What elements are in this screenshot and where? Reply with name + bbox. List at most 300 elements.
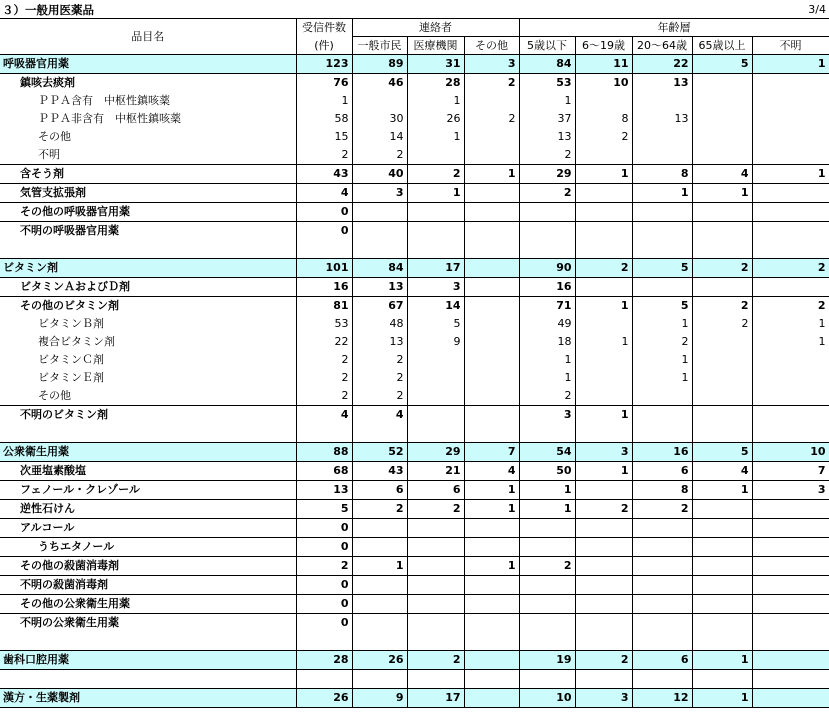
value-cell — [407, 406, 464, 425]
value-cell — [352, 595, 407, 614]
value-cell — [575, 519, 632, 538]
value-cell — [752, 240, 829, 259]
value-cell — [352, 670, 407, 689]
value-cell — [575, 576, 632, 595]
value-cell — [407, 595, 464, 614]
value-cell — [752, 557, 829, 576]
table-row — [0, 222, 829, 241]
table-row — [0, 369, 829, 387]
value-cell: 2 — [352, 387, 407, 406]
item-name-cell: その他の公衆衛生用薬 — [0, 595, 296, 614]
value-cell: 6 — [407, 481, 464, 500]
value-cell — [407, 519, 464, 538]
value-cell: 21 — [407, 462, 464, 481]
value-cell: 13 — [519, 128, 575, 146]
header-contact-public: 一般市民 — [352, 37, 407, 55]
value-cell: 5 — [632, 259, 692, 278]
value-cell: 3 — [575, 689, 632, 708]
value-cell — [575, 387, 632, 406]
value-cell: 40 — [352, 165, 407, 184]
value-cell — [575, 184, 632, 203]
value-cell: 8 — [632, 481, 692, 500]
value-cell: 1 — [407, 92, 464, 110]
value-cell — [692, 278, 752, 297]
table-row — [0, 74, 829, 93]
value-cell: 16 — [632, 443, 692, 462]
value-cell: 1 — [296, 92, 352, 110]
table-row — [0, 128, 829, 146]
value-cell — [464, 92, 519, 110]
value-cell — [352, 424, 407, 443]
item-name-cell: 不明の公衆衛生用薬 — [0, 614, 296, 633]
item-name-cell: その他 — [0, 387, 296, 406]
header-count-unit: (件) — [296, 37, 352, 55]
value-cell: 2 — [352, 369, 407, 387]
value-cell: 2 — [575, 500, 632, 519]
value-cell — [352, 632, 407, 651]
value-cell: 2 — [692, 259, 752, 278]
category-row — [0, 55, 829, 74]
value-cell — [752, 424, 829, 443]
value-cell: 17 — [407, 689, 464, 708]
value-cell — [464, 614, 519, 633]
value-cell: 2 — [296, 387, 352, 406]
header-contact-group: 連絡者 — [352, 19, 519, 37]
value-cell — [464, 406, 519, 425]
item-name-cell: アルコール — [0, 519, 296, 538]
value-cell — [519, 670, 575, 689]
value-cell: 7 — [752, 462, 829, 481]
item-name-cell: その他の殺菌消毒剤 — [0, 557, 296, 576]
value-cell — [632, 278, 692, 297]
value-cell — [752, 576, 829, 595]
value-cell: 1 — [575, 333, 632, 351]
value-cell — [632, 519, 692, 538]
value-cell — [519, 424, 575, 443]
value-cell: 2 — [692, 315, 752, 333]
value-cell: 18 — [519, 333, 575, 351]
value-cell — [519, 222, 575, 241]
value-cell — [575, 632, 632, 651]
value-cell: 11 — [575, 55, 632, 74]
value-cell — [692, 500, 752, 519]
value-cell: 12 — [632, 689, 692, 708]
value-cell — [464, 222, 519, 241]
value-cell — [464, 240, 519, 259]
value-cell — [692, 203, 752, 222]
value-cell — [464, 538, 519, 557]
value-cell: 2 — [519, 184, 575, 203]
value-cell: 58 — [296, 110, 352, 128]
value-cell: 10 — [752, 443, 829, 462]
value-cell: 2 — [575, 651, 632, 670]
header-item-name: 品目名 — [0, 19, 296, 55]
value-cell — [632, 146, 692, 165]
value-cell: 26 — [296, 689, 352, 708]
value-cell — [464, 351, 519, 369]
value-cell — [752, 387, 829, 406]
value-cell — [692, 557, 752, 576]
value-cell — [407, 203, 464, 222]
value-cell: 3 — [407, 278, 464, 297]
value-cell — [464, 146, 519, 165]
value-cell — [632, 203, 692, 222]
value-cell — [632, 387, 692, 406]
value-cell — [752, 203, 829, 222]
header-age-under5: 5歳以下 — [519, 37, 575, 55]
header-age-20-64: 20～64歳 — [632, 37, 692, 55]
value-cell: 1 — [575, 165, 632, 184]
item-name-cell — [0, 240, 296, 259]
item-name-cell — [0, 670, 296, 689]
value-cell: 37 — [519, 110, 575, 128]
value-cell — [519, 240, 575, 259]
value-cell: 1 — [519, 92, 575, 110]
value-cell — [752, 500, 829, 519]
table-row — [0, 184, 829, 203]
value-cell — [296, 632, 352, 651]
value-cell: 2 — [519, 557, 575, 576]
value-cell: 1 — [632, 369, 692, 387]
value-cell — [752, 519, 829, 538]
value-cell: 0 — [296, 519, 352, 538]
value-cell — [752, 146, 829, 165]
table-row — [0, 333, 829, 351]
value-cell — [296, 670, 352, 689]
table-row — [0, 557, 829, 576]
value-cell: 3 — [464, 55, 519, 74]
value-cell: 2 — [575, 128, 632, 146]
value-cell — [692, 128, 752, 146]
value-cell — [632, 595, 692, 614]
value-cell — [575, 481, 632, 500]
value-cell: 2 — [407, 500, 464, 519]
value-cell: 54 — [519, 443, 575, 462]
value-cell — [296, 240, 352, 259]
item-name-cell: ＰＰＡ含有 中枢性鎮咳薬 — [0, 92, 296, 110]
value-cell — [464, 689, 519, 708]
value-cell: 14 — [407, 297, 464, 316]
value-cell: 4 — [692, 165, 752, 184]
value-cell: 5 — [692, 443, 752, 462]
value-cell: 5 — [407, 315, 464, 333]
value-cell — [692, 595, 752, 614]
value-cell: 1 — [407, 128, 464, 146]
value-cell — [692, 519, 752, 538]
value-cell — [407, 632, 464, 651]
table-row — [0, 406, 829, 425]
value-cell: 1 — [692, 689, 752, 708]
value-cell: 0 — [296, 222, 352, 241]
value-cell — [692, 670, 752, 689]
value-cell — [407, 670, 464, 689]
header-age-group: 年齢層 — [519, 19, 829, 37]
table-row — [0, 519, 829, 538]
value-cell: 52 — [352, 443, 407, 462]
table-row — [0, 146, 829, 165]
value-cell — [752, 128, 829, 146]
value-cell — [752, 632, 829, 651]
value-cell — [692, 351, 752, 369]
value-cell: 13 — [632, 110, 692, 128]
value-cell: 1 — [407, 184, 464, 203]
value-cell — [575, 315, 632, 333]
value-cell — [464, 670, 519, 689]
value-cell — [692, 222, 752, 241]
item-name-cell: 呼吸器官用薬 — [0, 55, 296, 74]
value-cell — [632, 406, 692, 425]
value-cell — [692, 424, 752, 443]
item-name-cell: 気管支拡張剤 — [0, 184, 296, 203]
value-cell — [692, 538, 752, 557]
item-name-cell: ビタミン剤 — [0, 259, 296, 278]
value-cell: 26 — [407, 110, 464, 128]
value-cell: 1 — [692, 184, 752, 203]
value-cell — [752, 110, 829, 128]
value-cell: 1 — [632, 315, 692, 333]
item-name-cell: 逆性石けん — [0, 500, 296, 519]
value-cell: 2 — [296, 351, 352, 369]
value-cell: 0 — [296, 614, 352, 633]
value-cell: 5 — [296, 500, 352, 519]
value-cell: 16 — [519, 278, 575, 297]
item-name-cell: 公衆衛生用薬 — [0, 443, 296, 462]
value-cell: 28 — [296, 651, 352, 670]
value-cell: 68 — [296, 462, 352, 481]
table-row — [0, 92, 829, 110]
value-cell — [692, 614, 752, 633]
value-cell — [575, 146, 632, 165]
value-cell: 13 — [352, 333, 407, 351]
header-age-6-19: 6～19歳 — [575, 37, 632, 55]
item-name-cell: ビタミンＡおよびＤ剤 — [0, 278, 296, 297]
table-row — [0, 614, 829, 633]
value-cell — [352, 92, 407, 110]
header-age-65plus: 65歳以上 — [692, 37, 752, 55]
value-cell: 49 — [519, 315, 575, 333]
value-cell: 84 — [352, 259, 407, 278]
value-cell: 19 — [519, 651, 575, 670]
value-cell — [752, 369, 829, 387]
item-name-cell: 漢方・生薬製剤 — [0, 689, 296, 708]
value-cell — [752, 222, 829, 241]
item-name-cell: 不明 — [0, 146, 296, 165]
value-cell: 1 — [632, 184, 692, 203]
value-cell: 1 — [692, 481, 752, 500]
value-cell: 1 — [464, 557, 519, 576]
value-cell — [692, 333, 752, 351]
value-cell: 123 — [296, 55, 352, 74]
value-cell: 1 — [752, 55, 829, 74]
value-cell: 1 — [575, 462, 632, 481]
value-cell — [464, 651, 519, 670]
value-cell — [519, 519, 575, 538]
header-contact-medical: 医療機関 — [407, 37, 464, 55]
value-cell: 2 — [632, 333, 692, 351]
value-cell: 10 — [575, 74, 632, 93]
value-cell — [352, 240, 407, 259]
table-row — [0, 595, 829, 614]
value-cell: 0 — [296, 538, 352, 557]
value-cell — [464, 203, 519, 222]
value-cell — [632, 576, 692, 595]
item-name-cell: 歯科口腔用薬 — [0, 651, 296, 670]
value-cell — [632, 632, 692, 651]
value-cell: 89 — [352, 55, 407, 74]
value-cell — [692, 387, 752, 406]
value-cell: 81 — [296, 297, 352, 316]
value-cell — [752, 74, 829, 93]
value-cell: 31 — [407, 55, 464, 74]
value-cell: 2 — [407, 651, 464, 670]
item-name-cell: 不明のビタミン剤 — [0, 406, 296, 425]
value-cell: 1 — [464, 165, 519, 184]
value-cell — [575, 351, 632, 369]
value-cell — [632, 240, 692, 259]
value-cell: 8 — [632, 165, 692, 184]
value-cell — [407, 614, 464, 633]
value-cell: 2 — [632, 500, 692, 519]
value-cell — [575, 614, 632, 633]
value-cell: 29 — [519, 165, 575, 184]
value-cell — [575, 278, 632, 297]
value-cell — [352, 576, 407, 595]
value-cell — [752, 538, 829, 557]
item-name-cell: 不明の殺菌消毒剤 — [0, 576, 296, 595]
value-cell: 1 — [692, 651, 752, 670]
value-cell: 1 — [519, 369, 575, 387]
value-cell: 16 — [296, 278, 352, 297]
value-cell — [296, 424, 352, 443]
table-row — [0, 500, 829, 519]
spacer-row — [0, 670, 829, 689]
table-row — [0, 110, 829, 128]
page-number: 3/4 — [808, 3, 826, 16]
value-cell — [519, 595, 575, 614]
value-cell — [692, 146, 752, 165]
value-cell — [407, 538, 464, 557]
header-age-unknown: 不明 — [752, 37, 829, 55]
value-cell: 71 — [519, 297, 575, 316]
value-cell — [575, 369, 632, 387]
value-cell — [575, 557, 632, 576]
value-cell: 3 — [752, 481, 829, 500]
header-count: 受信件数 — [296, 19, 352, 37]
value-cell — [632, 92, 692, 110]
value-cell: 22 — [632, 55, 692, 74]
value-cell: 29 — [407, 443, 464, 462]
value-cell: 46 — [352, 74, 407, 93]
value-cell — [464, 519, 519, 538]
value-cell: 50 — [519, 462, 575, 481]
value-cell: 43 — [352, 462, 407, 481]
value-cell: 4 — [296, 406, 352, 425]
item-name-cell — [0, 632, 296, 651]
item-name-cell: うちエタノール — [0, 538, 296, 557]
value-cell: 2 — [464, 74, 519, 93]
value-cell — [575, 92, 632, 110]
value-cell — [519, 203, 575, 222]
value-cell: 5 — [692, 55, 752, 74]
value-cell — [692, 576, 752, 595]
value-cell: 1 — [519, 351, 575, 369]
value-cell: 2 — [352, 146, 407, 165]
value-cell — [692, 632, 752, 651]
value-cell: 2 — [752, 259, 829, 278]
value-cell — [692, 406, 752, 425]
value-cell: 2 — [575, 259, 632, 278]
value-cell — [407, 369, 464, 387]
value-cell: 48 — [352, 315, 407, 333]
table-row — [0, 576, 829, 595]
value-cell — [632, 128, 692, 146]
poison-inquiry-table — [0, 18, 829, 708]
value-cell: 90 — [519, 259, 575, 278]
value-cell — [752, 92, 829, 110]
value-cell: 2 — [752, 297, 829, 316]
value-cell — [519, 614, 575, 633]
value-cell: 4 — [692, 462, 752, 481]
value-cell — [464, 576, 519, 595]
value-cell: 13 — [352, 278, 407, 297]
value-cell — [632, 538, 692, 557]
value-cell — [575, 424, 632, 443]
value-cell — [464, 369, 519, 387]
value-cell: 2 — [296, 369, 352, 387]
value-cell: 3 — [352, 184, 407, 203]
value-cell — [575, 538, 632, 557]
item-name-cell: その他 — [0, 128, 296, 146]
value-cell — [519, 538, 575, 557]
value-cell: 17 — [407, 259, 464, 278]
value-cell: 15 — [296, 128, 352, 146]
value-cell: 1 — [519, 500, 575, 519]
value-cell: 0 — [296, 595, 352, 614]
value-cell — [519, 632, 575, 651]
value-cell: 30 — [352, 110, 407, 128]
value-cell — [407, 240, 464, 259]
value-cell: 1 — [352, 557, 407, 576]
value-cell — [752, 406, 829, 425]
value-cell: 3 — [519, 406, 575, 425]
value-cell: 5 — [632, 297, 692, 316]
value-cell — [407, 351, 464, 369]
item-name-cell: ＰＰＡ非含有 中枢性鎮咳薬 — [0, 110, 296, 128]
value-cell — [575, 240, 632, 259]
item-name-cell: 次亜塩素酸塩 — [0, 462, 296, 481]
table-row — [0, 278, 829, 297]
value-cell: 0 — [296, 576, 352, 595]
value-cell: 2 — [519, 387, 575, 406]
item-name-cell: 複合ビタミン剤 — [0, 333, 296, 351]
value-cell: 10 — [519, 689, 575, 708]
value-cell — [692, 369, 752, 387]
category-row — [0, 689, 829, 708]
value-cell — [407, 424, 464, 443]
value-cell: 6 — [352, 481, 407, 500]
value-cell — [692, 110, 752, 128]
value-cell: 1 — [519, 481, 575, 500]
value-cell: 53 — [519, 74, 575, 93]
value-cell — [464, 128, 519, 146]
value-cell — [352, 222, 407, 241]
category-row — [0, 443, 829, 462]
value-cell: 1 — [464, 481, 519, 500]
category-row — [0, 259, 829, 278]
value-cell: 13 — [632, 74, 692, 93]
value-cell: 1 — [752, 333, 829, 351]
value-cell — [464, 315, 519, 333]
